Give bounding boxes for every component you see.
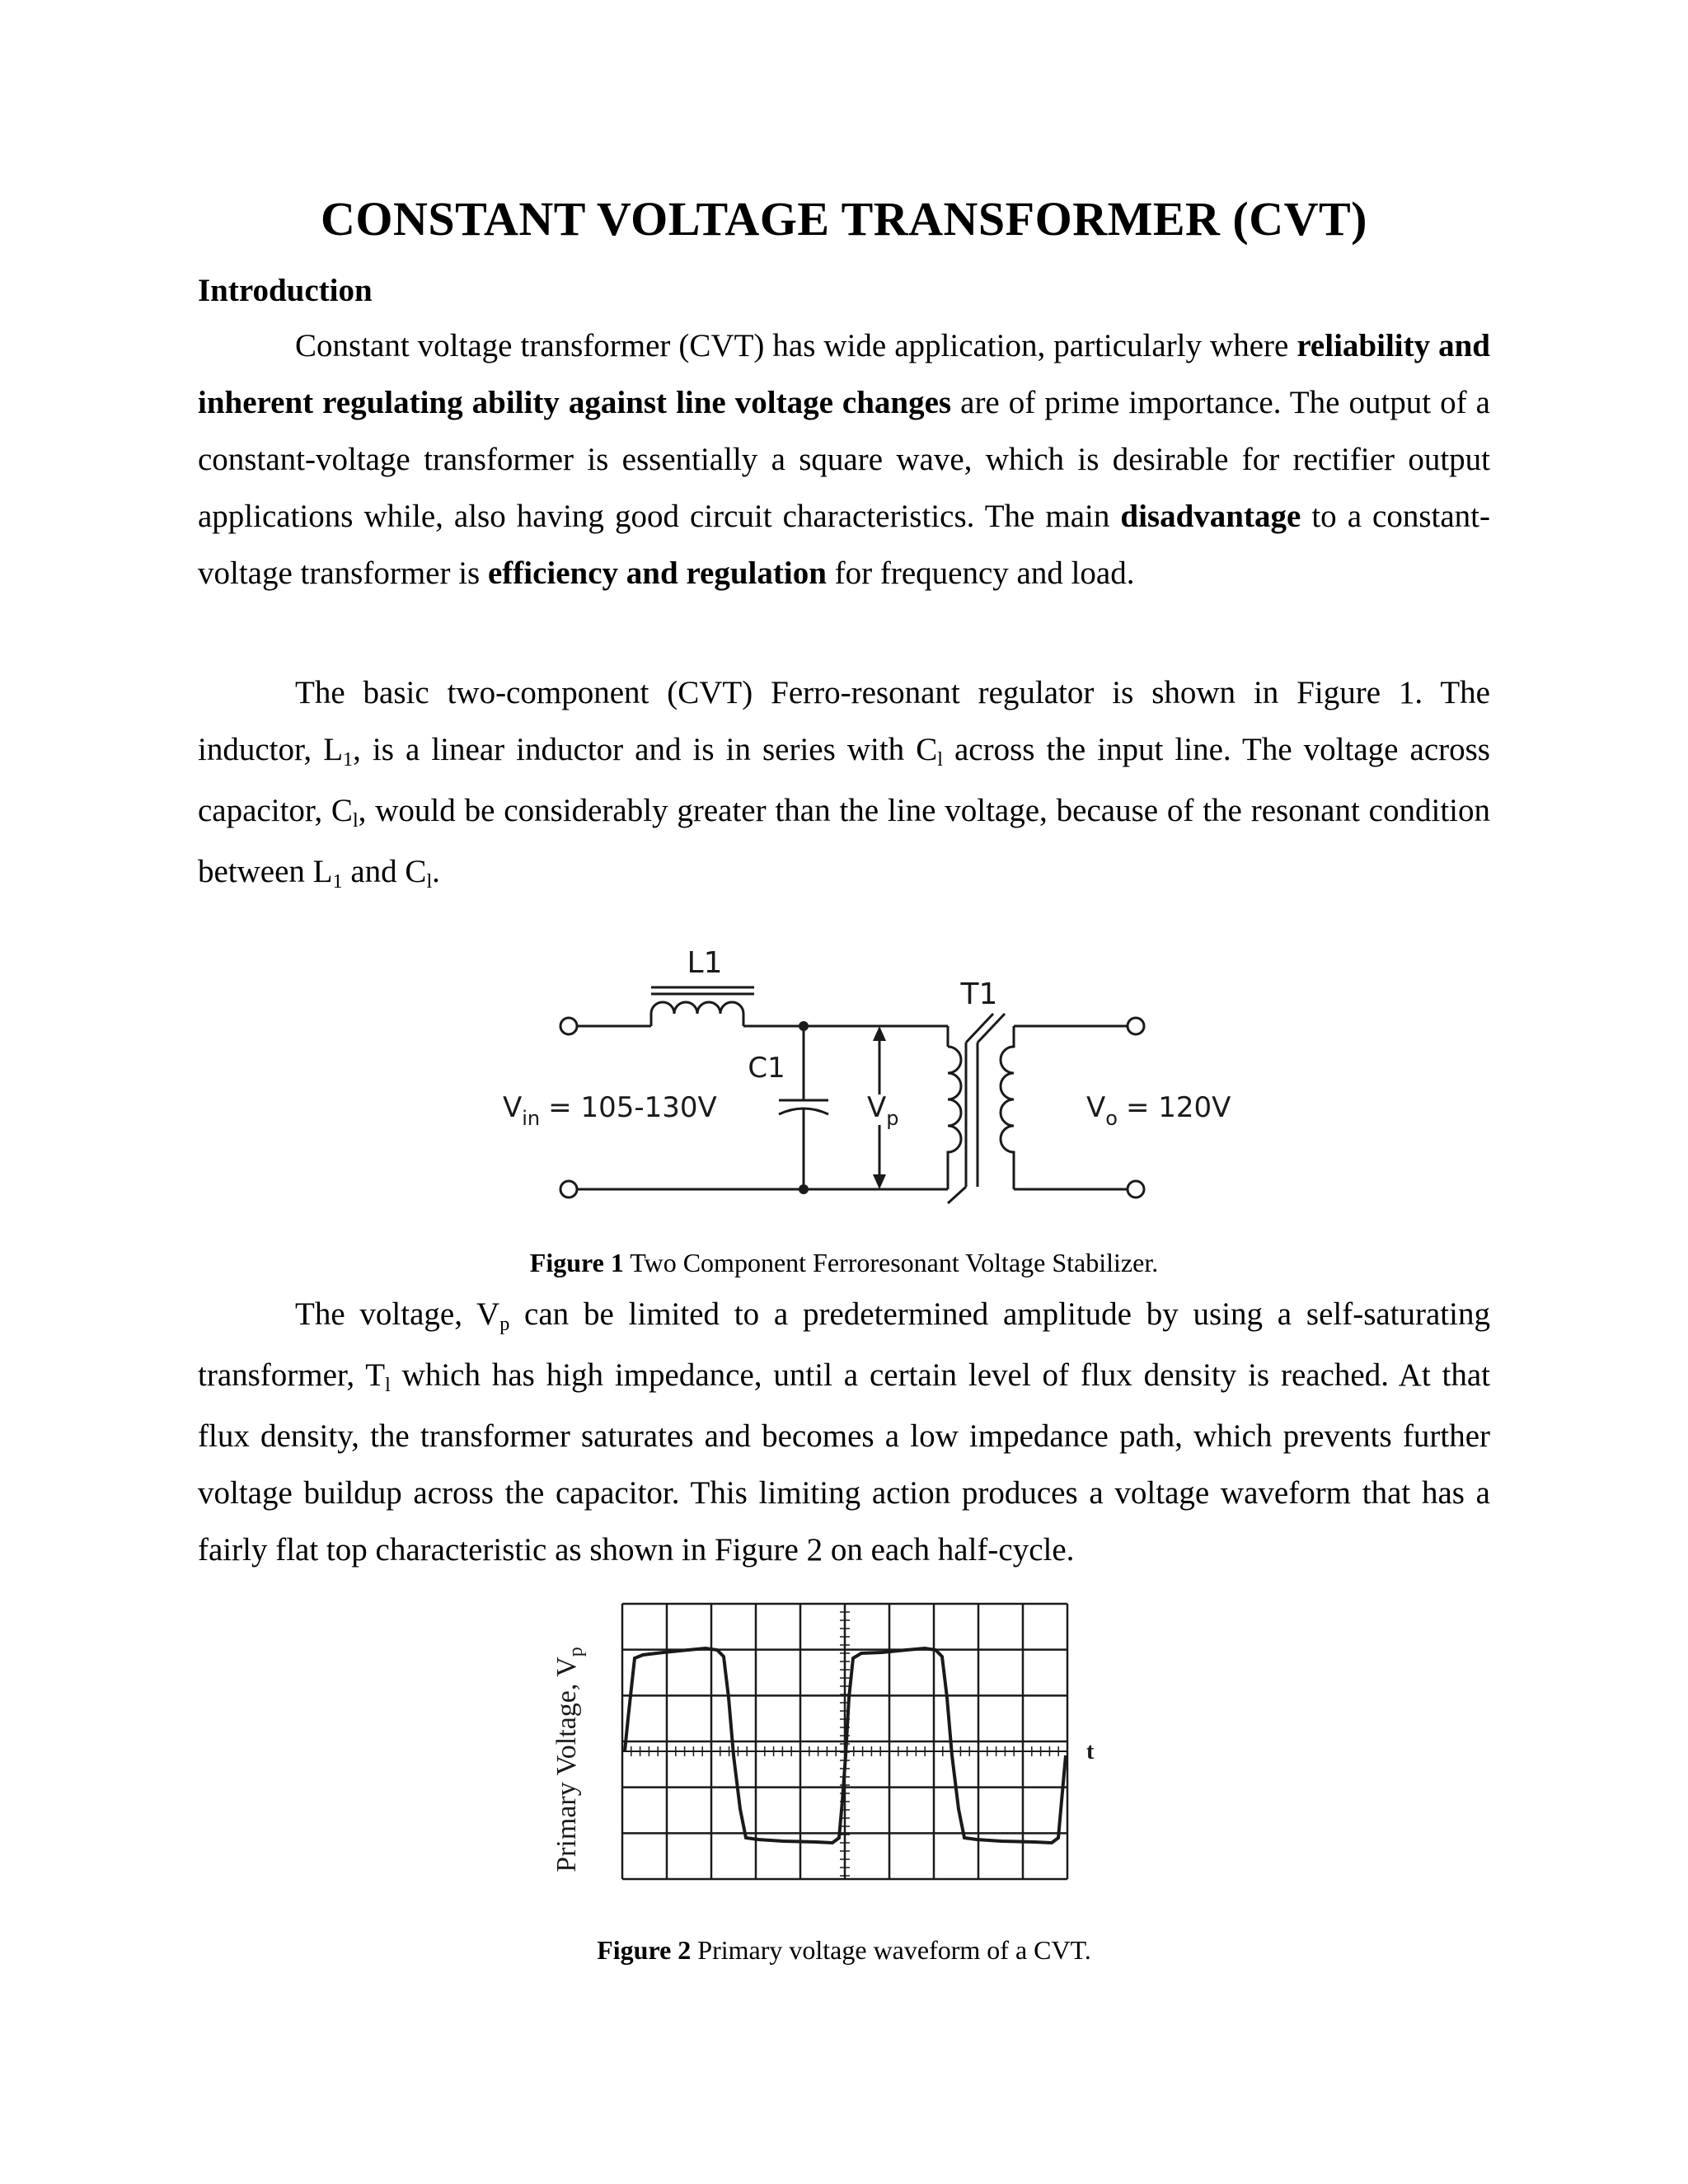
transformer-secondary-winding xyxy=(1001,1026,1014,1189)
page-title: CONSTANT VOLTAGE TRANSFORMER (CVT) xyxy=(320,192,1368,246)
introduction-heading: Introduction xyxy=(198,273,373,308)
input-terminal-top xyxy=(560,1018,577,1034)
label-vo: $V_o = 120V$ xyxy=(1086,1091,1231,1130)
figure-2-waveform-plot xyxy=(528,1591,1154,1896)
saturation-paragraph: The voltage, Vp can be limited to a predetermined amplitude by using a self-saturating transformer, Tl which has high impedance, until a certain level of flux density is reached. At that flux density, the transformer saturates and becomes a low impedance path, which prevents further voltage buildup across the capacitor. This limiting action produces a voltage waveform that has a fairly flat top characteristic as shown in Figure 2 on each half-cycle. xyxy=(198,1296,1490,1568)
transformer-core-left xyxy=(966,1014,993,1043)
emphasis-disadvantage: disadvantage xyxy=(1120,499,1301,534)
output-terminal-bottom xyxy=(1128,1181,1144,1197)
regulator-paragraph: The basic two-component (CVT) Ferro-resonant regulator is shown in Figure 1. The inductor, L1, is a linear inductor and is in series with Cl across the input line. The voltage across capacitor, Cl, would be considerably greater than the line voltage, because of the resonant condition between L1 and Cl. xyxy=(198,675,1490,893)
label-c1: C1 xyxy=(748,1052,785,1085)
label-vp: $V_p$ xyxy=(867,1091,899,1130)
x-axis-label-t: t xyxy=(1086,1739,1095,1765)
transformer-primary-winding xyxy=(948,1047,961,1189)
figure-2-caption: Figure 2 Primary voltage waveform of a CVT. xyxy=(597,1935,1091,1965)
figure-1-caption: Figure 1 Two Component Ferroresonant Voltage Stabilizer. xyxy=(529,1248,1159,1277)
inductor-l1-coil xyxy=(651,1002,743,1026)
vp-arrow-up xyxy=(873,1026,886,1041)
intro-paragraph: Constant voltage transformer (CVT) has wide application, particularly where reliability and inherent regulating ability against line voltage changes are of prime importance. The output of a constant-voltage transformer is essentially a square wave, which is desirable for rectifier output applications while, also having good circuit characteristics. The main disadvantage to a constant-voltage transformer is efficiency and regulation for frequency and load. xyxy=(198,328,1490,591)
vp-arrow-down xyxy=(873,1174,886,1189)
label-vin: $V_{in} = 105-130V$ xyxy=(503,1091,717,1130)
input-terminal-bottom xyxy=(560,1181,577,1197)
figure-1-circuit-diagram xyxy=(486,931,1245,1212)
output-terminal-top xyxy=(1128,1018,1144,1034)
emphasis-efficiency: efficiency and regulation xyxy=(487,555,827,591)
label-l1: L1 xyxy=(687,946,723,980)
emphasis-reliability: reliability and inherent regulating ability against line voltage changes xyxy=(198,328,1490,420)
label-t1: T1 xyxy=(960,977,998,1011)
y-axis-label: Primary Voltage, $V_p$ xyxy=(551,1647,587,1872)
